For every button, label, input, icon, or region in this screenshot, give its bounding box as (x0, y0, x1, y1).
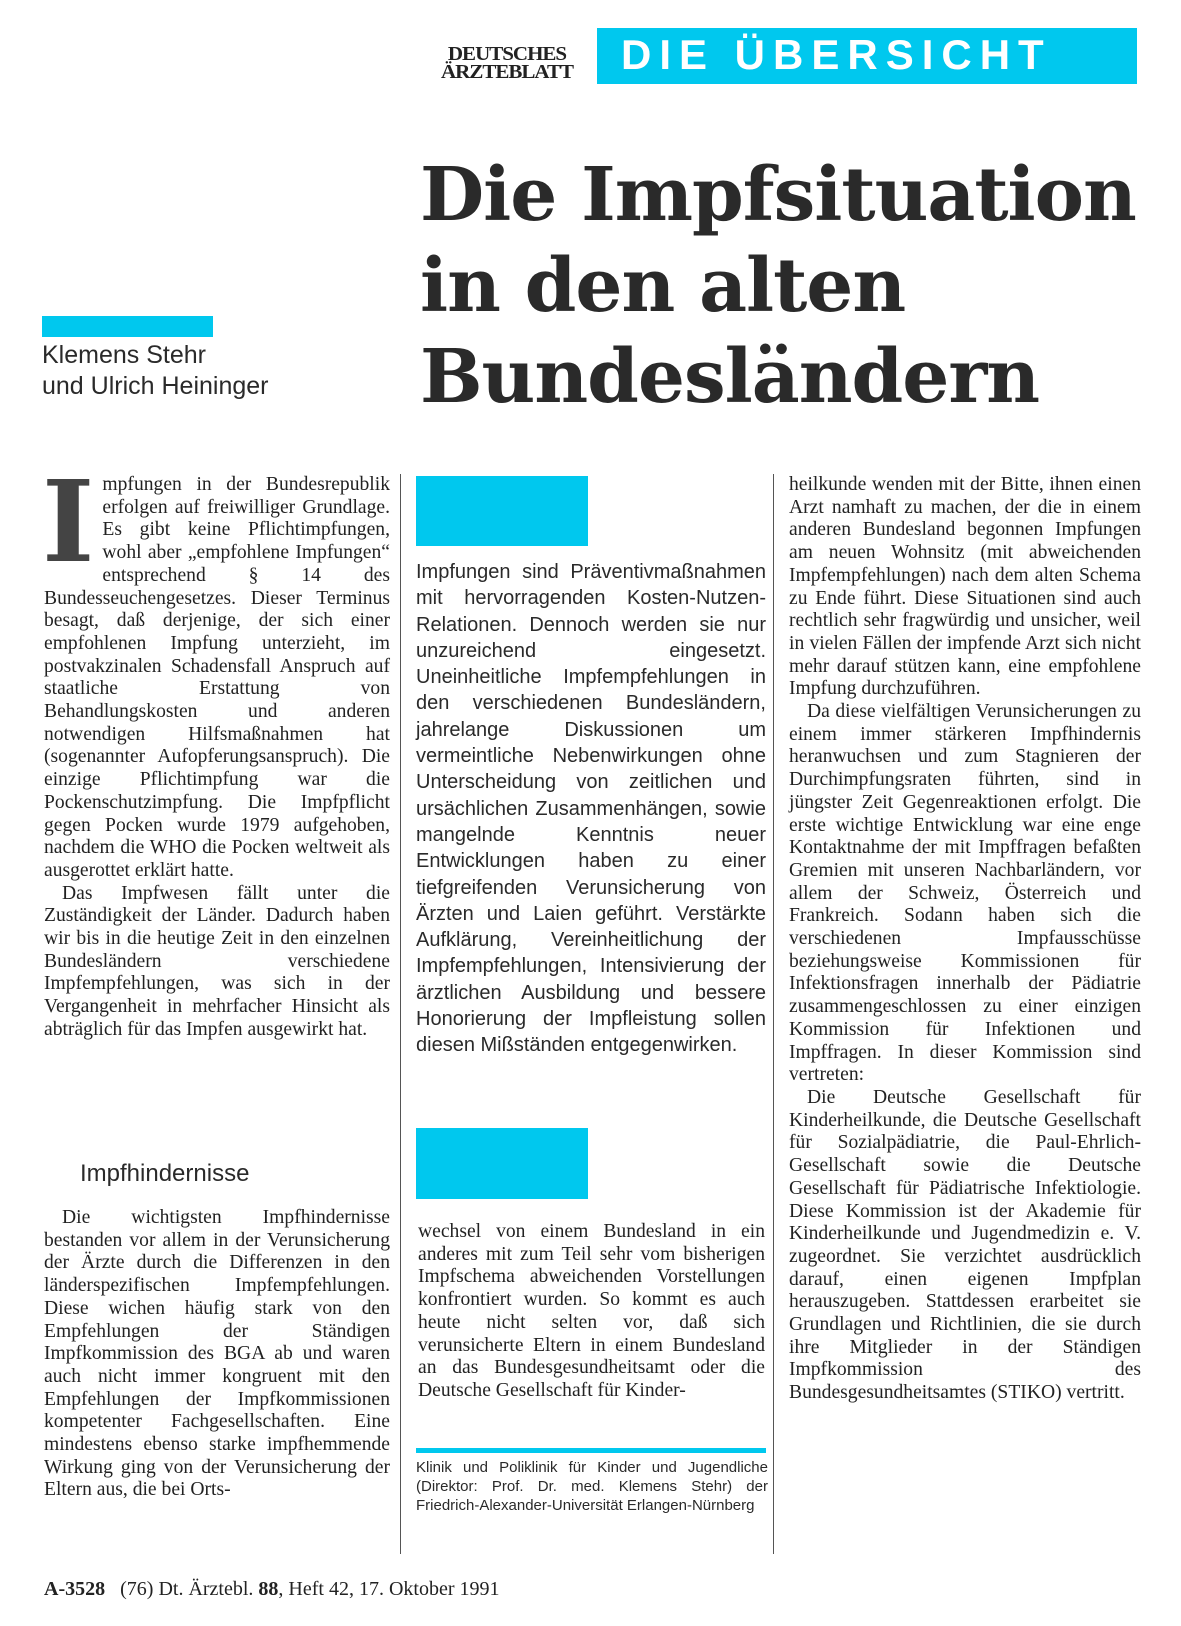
authors (42, 340, 362, 402)
journal-name: Dt. Ärztebl. (158, 1578, 254, 1600)
article-title (420, 150, 1160, 423)
column-divider-2 (773, 474, 774, 1554)
intro-paragraph-2: Das Impfwesen fällt unter die Zuständigkeit der Länder. Dadurch haben wir bis in die heutige Zeit in den einzelnen Bundesländern verschiedene Impfempfehlungen, was sich in der Vergangenheit in mehrfacher Hinsicht als abträglich für das Impfen ausgewirkt hat. (44, 882, 390, 1040)
intro-paragraph-1: mpfungen in der Bundesrepublik erfolgen auf freiwilliger Grundlage. Es gibt keine Pflichtimpfungen, wohl aber „empfohlene Impfungen“ entsprechend § 14 des Bundesseuchengesetzes. Dieser Terminus besagt, daß derjenige, der sich einer empfohlenen Impfung unterzieht, im postvakzinalen Schadensfall Anspruch auf staatliche Erstattung von Behandlungskosten und anderen notwendigen Hilfsmaßnahmen hat (sogenannter Aufopferungsanspruch). Die einzige Pflichtimpfung war die Pockenschutzimpfung. Die Impfpflicht gegen Pocken wurde 1979 aufgehoben, nachdem die WHO die Pocken weltweit als ausgerottet erklärt hatte. (44, 474, 390, 881)
volume: 88 (258, 1578, 279, 1600)
impfhindernisse-paragraph: Die wichtigsten Impfhindernisse bestanden vor allem in der Verunsicherung der Ärzte durch die Differenzen in den länderspezifischen Impfempfehlungen. Diese wichen häufig stark von den Empfehlungen der Ständigen Impfkommission des BGA ab und waren auch nicht immer kongruent mit den Empfehlungen der Impfkommissionen kompetenter Fachgesellschaften. Eine mindestens ebenso starke impfhemmende Wirkung ging von der Verunsicherung der Eltern aus, die bei Orts- (44, 1207, 390, 1501)
title-line-1: Die Impfsituation (420, 152, 1136, 238)
author-line-2: und Ulrich Heininger (42, 372, 269, 400)
abstract-accent-block (416, 476, 588, 546)
column-divider-1 (400, 474, 401, 1554)
affiliation: Klinik und Poliklinik für Kinder und Jugendliche (Direktor: Prof. Dr. med. Klemens Stehr) der Friedrich-Alexander-Universität Erlangen-Nürnberg (416, 1459, 768, 1514)
section-banner (597, 28, 1137, 84)
column-2-lower (418, 1221, 765, 1403)
page-number: A-3528 (44, 1578, 106, 1600)
author-line-1: Klemens Stehr (42, 341, 206, 369)
issue-date: , Heft 42, 17. Oktober 1991 (278, 1578, 500, 1600)
affiliation-rule (416, 1448, 766, 1453)
masthead-line-1: DEUTSCHES (447, 42, 567, 65)
column-1-intro (42, 457, 390, 1042)
drop-cap: I (42, 457, 95, 588)
title-line-2: in den alten (420, 243, 906, 329)
author-accent-bar (42, 316, 213, 337)
title-line-3: Bundesländern (420, 334, 1040, 420)
page-footer (44, 1578, 744, 1601)
section-label: DIE ÜBERSICHT (621, 31, 1052, 78)
masthead-line-2: ÄRZTEBLATT (441, 60, 573, 83)
column-accent-block (416, 1128, 588, 1199)
column-3-paragraph-1: heilkunde wenden mit der Bitte, ihnen einen Arzt namhaft zu machen, der die in einem anderen Bundesland begonnen Impfungen am neuen Wohnsitz (mit abweichenden Impfempfehlungen) nach dem alten Schema zu Ende führt. Diese Situationen sind auch rechtlich sehr fragwürdig und unsicher, weil in vielen Fällen der impfende Arzt sich nicht mehr darauf stützen kann, eine empfohlene Impfung durchzuführen. (789, 474, 1141, 700)
column-3-paragraph-3: Die Deutsche Gesellschaft für Kinderheilkunde, die Deutsche Gesellschaft für Sozialpädiatrie, die Paul-Ehrlich-Gesellschaft sowie die Deutsche Gesellschaft für Pädiatrische Infektiologie. Diese Kommission ist der Akademie für Kinderheilkunde und Jugendmedizin e. V. zugeordnet. Sie verzichtet ausdrücklich darauf, einen eigenen Impfplan herauszugeben. Stattdessen erarbeitet sie Grundlagen und Richtlinien, die sie durch ihre Mitglieder in der Ständigen Impfkommission des Bundesgesundheitsamtes (STIKO) vertritt. (789, 1086, 1141, 1404)
column-2-paragraph: wechsel von einem Bundesland in ein anderes mit zum Teil sehr vom bisherigen Impfschema abweichenden Vorstellungen konfrontiert wurden. So kommt es auch heute nicht selten vor, daß sich verunsicherte Eltern in einem Bundesland an das Bundesgesundheitsamt oder die Deutsche Gesellschaft für Kinder- (418, 1221, 765, 1401)
masthead-logo (422, 42, 592, 83)
local-page: (76) (120, 1578, 154, 1600)
subheading: Impfhindernisse (80, 1160, 250, 1187)
abstract: Impfungen sind Präventivmaßnahmen mit hervorragenden Kosten-Nutzen-Relationen. Dennoch werden sie nur unzureichend eingesetzt. Uneinheitliche Impfempfehlungen in den verschiedenen Bundesländern, jahrelange Diskussionen um vermeintliche Nebenwirkungen ohne Unterscheidung von zeitlichen und ursächlichen Zusammenhängen, sowie mangelnde Kenntnis neuer Entwicklungen haben zu einer tiefgreifenden Verunsicherung von Ärzten und Laien geführt. Verstärkte Aufklärung, Vereinheitlichung der Impfempfehlungen, Intensivierung der ärztlichen Ausbildung und bessere Honorierung der Impfleistung sollen diesen Mißständen entgegenwirken. (416, 561, 766, 1057)
column-1-lower (44, 1207, 390, 1502)
column-3-paragraph-2: Da diese vielfältigen Verunsicherungen zu einem immer stärkeren Impfhindernis heranwuchsen und zum Stagnieren der Durchimpfungsraten führten, sind in jüngster Zeit Gegenreaktionen erfolgt. Die erste wichtige Entwicklung war eine enge Kontaktnahme der mit Impffragen befaßten Gremien mit unseren Nachbarländern, vor allem der Schweiz, Österreich und Frankreich. Sodann haben sich die verschiedenen Impfausschüsse beziehungsweise Kommissionen für Infektionsfragen innerhalb der Pädiatrie zusammengeschlossen zu einer einzigen Kommission für Infektionen und Impffragen. In dieser Kommission sind vertreten: (789, 701, 1141, 1086)
column-3 (789, 474, 1141, 1405)
